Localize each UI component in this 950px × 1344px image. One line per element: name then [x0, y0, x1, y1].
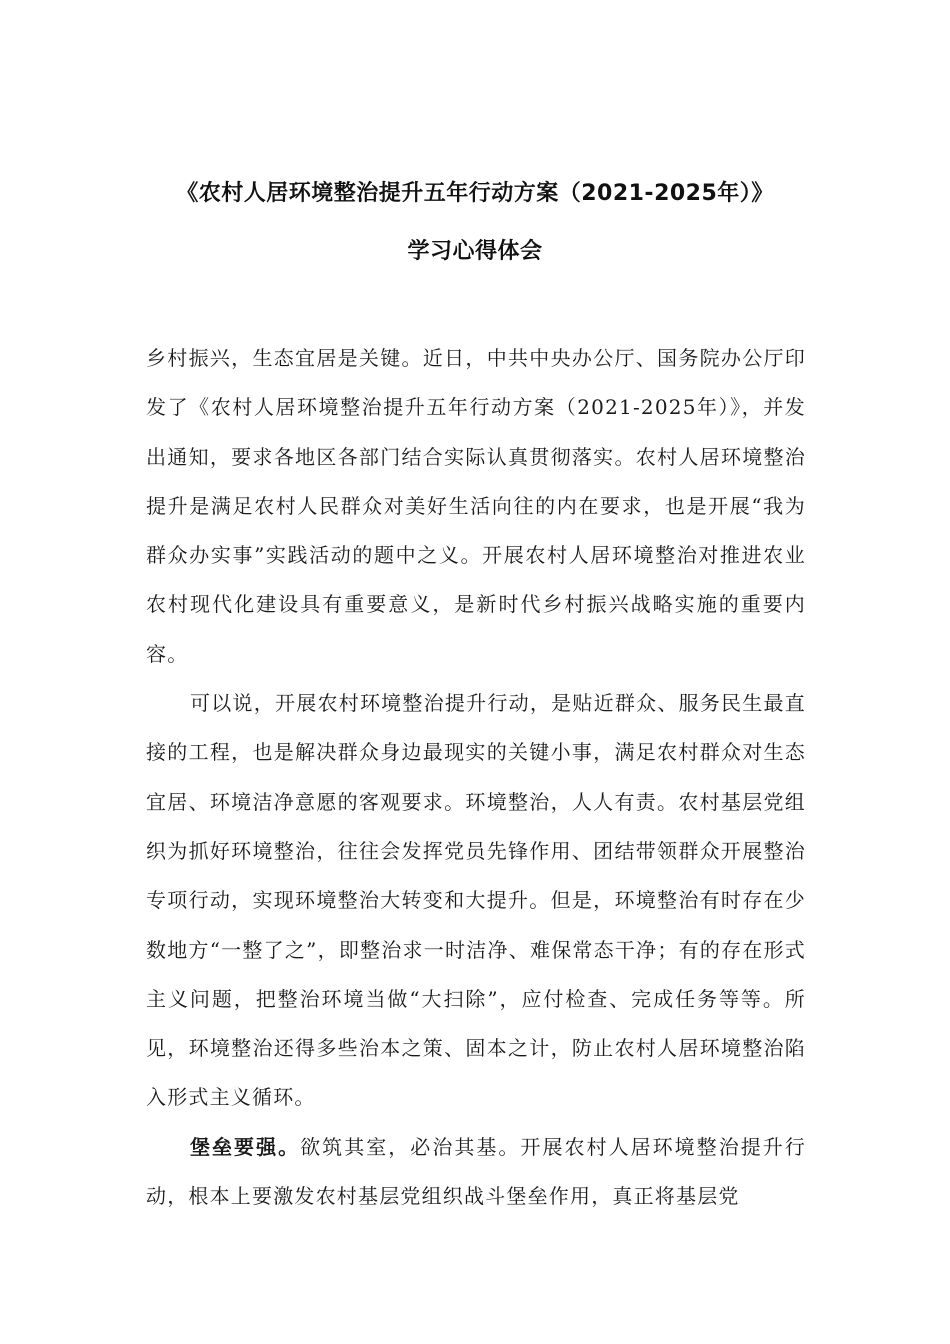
document-title [0, 178, 950, 268]
paragraph-fortress [146, 1123, 806, 1222]
paragraph-fortress-text: 欲筑其室，必治其基。开展农村人居环境整治提升行动，根本上要激发农村基层党组织战斗堡垒作用，真正将基层党 [146, 1134, 807, 1209]
paragraph-analysis: 可以说，开展农村环境整治提升行动，是贴近群众、服务民生最直接的工程，也是解决群众身边最现实的关键小事，满足农村群众对生态宜居、环境洁净意愿的客观要求。环境整治，人人有责。农村基层党组织为抓好环境整治，往往会发挥党员先锋作用、团结带领群众开展整治专项行动，实现环境整治大转变和大提升。但是，环境整治有时存在少数地方“一整了之”，即整治求一时洁净、难保常态干净；有的存在形式主义问题，把整治环境当做“大扫除”，应付检查、完成任务等等。所见，环境整治还得多些治本之策、固本之计，防止农村人居环境整治陷入形式主义循环。 [146, 691, 806, 1110]
paragraph-intro: 乡村振兴，生态宜居是关键。近日，中共中央办公厅、国务院办公厅印发了《农村人居环境整治提升五年行动方案（2021-2025年）》，并发出通知，要求各地区各部门结合实际认真贯彻落实。农村人居环境整治提升是满足农村人民群众对美好生活向往的内在要求，也是开展“我为群众办实事”实践活动的题中之义。开展农村人居环境整治对推进农业农村现代化建设具有重要意义，是新时代乡村振兴战略实施的重要内容。 [146, 346, 806, 666]
title-line-subtitle: 学习心得体会 [407, 239, 543, 264]
document-body [146, 334, 806, 1221]
title-line-main: 《农村人居环境整治提升五年行动方案（2021-2025年）》 [176, 181, 774, 206]
paragraph-lead-heading: 堡垒要强。 [190, 1134, 301, 1159]
